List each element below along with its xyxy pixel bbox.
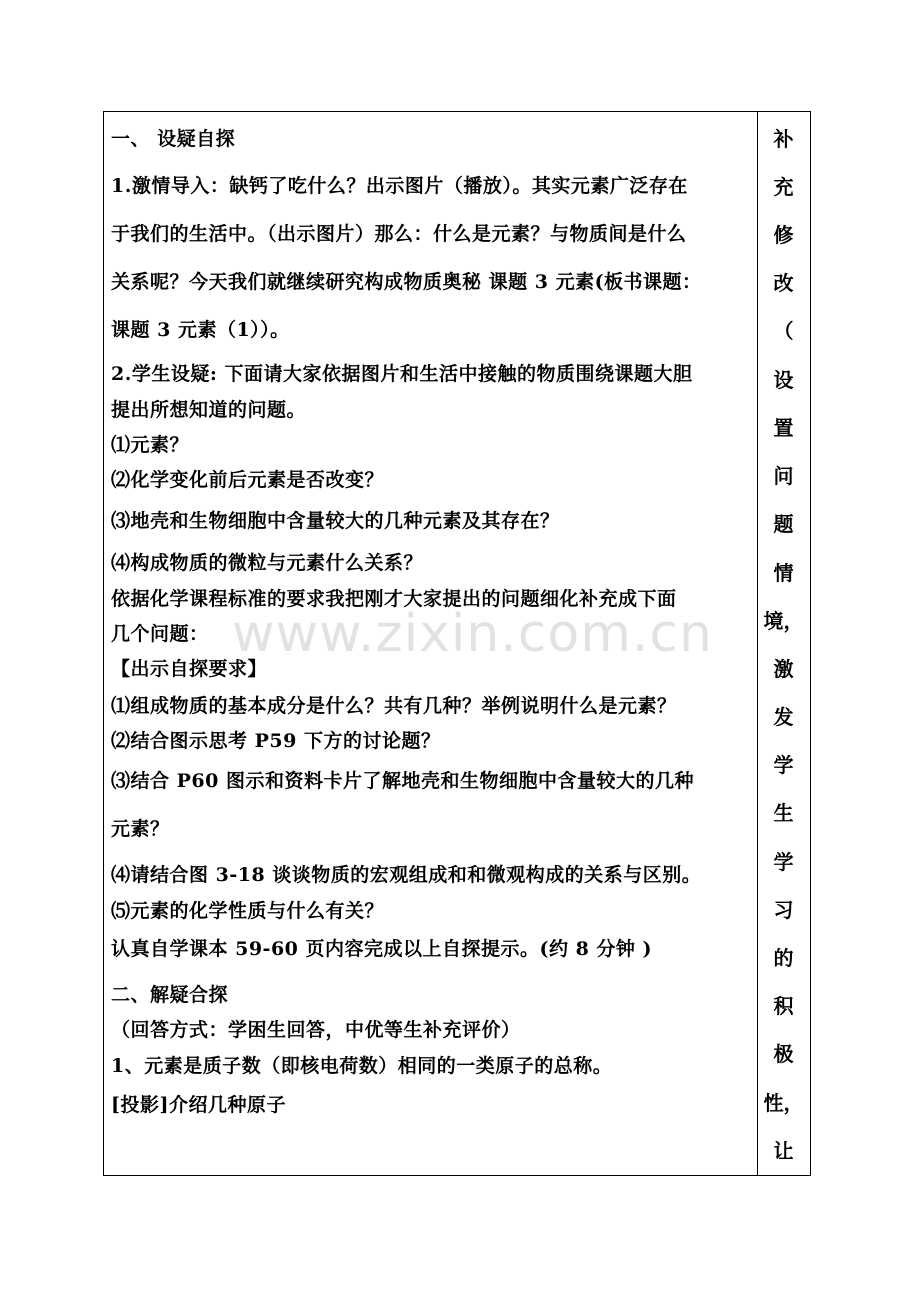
- side-char: 学: [773, 850, 794, 874]
- requirement-item-2: ⑵结合图示思考 P59 下方的讨论题？: [111, 730, 441, 752]
- side-char: 让: [773, 1139, 794, 1163]
- watermark: www.zixin.com.cn: [232, 604, 713, 664]
- side-char: 修: [773, 223, 794, 247]
- side-char: 学: [773, 753, 794, 777]
- side-char: 习: [773, 898, 794, 922]
- paragraph-question-line-1: 2.学生设疑: 下面请大家依据图片和生活中接触的物质围绕课题大胆: [111, 363, 693, 385]
- section-two-heading: 二、解疑合探: [111, 984, 229, 1006]
- side-char: 激: [773, 657, 794, 681]
- section-one-heading: 一、 设疑自探: [111, 128, 236, 150]
- paragraph-intro-line-3: 关系呢？今天我们就继续研究构成物质奥秘 课题 3 元素(板书课题：: [111, 271, 702, 293]
- paragraph-question-line-2: 提出所想知道的问题。: [111, 399, 307, 421]
- requirement-item-1: ⑴组成物质的基本成分是什么？共有几种？举例说明什么是元素？: [111, 695, 677, 717]
- side-char: 境，: [763, 609, 804, 633]
- standards-line-1: 依据化学课程标准的要求我把刚才大家提出的问题细化补充成下面: [111, 588, 677, 610]
- answer-method-note: （回答方式：学困生回答，中优等生补充评价）: [111, 1019, 521, 1041]
- side-char: （: [773, 319, 794, 343]
- side-char: 性，: [763, 1091, 804, 1115]
- main-content-cell: [111, 111, 755, 1171]
- side-char: 发: [773, 705, 794, 729]
- side-char: 问: [773, 464, 794, 488]
- side-char: 置: [773, 416, 794, 440]
- paragraph-intro-line-1: 1.激情导入：缺钙了吃什么？出示图片（播放）。其实元素广泛存在: [111, 175, 688, 197]
- side-char: 充: [773, 175, 794, 199]
- side-char: 生: [773, 801, 794, 825]
- side-char: 情: [773, 561, 794, 585]
- side-char: 极: [773, 1042, 794, 1066]
- requirement-item-3-line-2: 元素？: [111, 818, 170, 840]
- question-item-1: ⑴元素？: [111, 434, 190, 456]
- side-char: 改: [773, 271, 794, 295]
- requirements-title: 【出示自探要求】: [111, 658, 268, 680]
- paragraph-intro-line-4: 课题 3 元素（1））。: [111, 319, 290, 341]
- side-char: 积: [773, 994, 794, 1018]
- side-char: 补: [773, 127, 794, 151]
- question-item-3: ⑶地壳和生物细胞中含量较大的几种元素及其存在？: [111, 510, 560, 532]
- projection-note: [投影]介绍几种原子: [111, 1094, 286, 1116]
- question-item-4: ⑷构成物质的微粒与元素什么关系？: [111, 552, 424, 574]
- standards-line-2: 几个问题：: [111, 623, 209, 645]
- requirement-item-5: ⑸元素的化学性质与什么有关？: [111, 900, 385, 922]
- paragraph-intro-line-2: 于我们的生活中。（出示图片）那么：什么是元素？与物质间是什么: [111, 223, 687, 245]
- supplement-notes-cell: [758, 111, 809, 1174]
- side-char: 的: [773, 946, 794, 970]
- element-definition: 1、元素是质子数（即核电荷数）相同的一类原子的总称。: [111, 1055, 613, 1077]
- requirement-item-4: ⑷请结合图 3-18 谈谈物质的宏观组成和和微观构成的关系与区别。: [111, 864, 702, 886]
- side-char: 设: [773, 368, 794, 392]
- requirement-item-3-line-1: ⑶结合 P60 图示和资料卡片了解地壳和生物细胞中含量较大的几种: [111, 770, 694, 792]
- side-char: 题: [773, 512, 794, 536]
- self-study-instruction: 认真自学课本 59-60 页内容完成以上自探提示。(约 8 分钟 ): [111, 938, 653, 960]
- question-item-2: ⑵化学变化前后元素是否改变？: [111, 469, 385, 491]
